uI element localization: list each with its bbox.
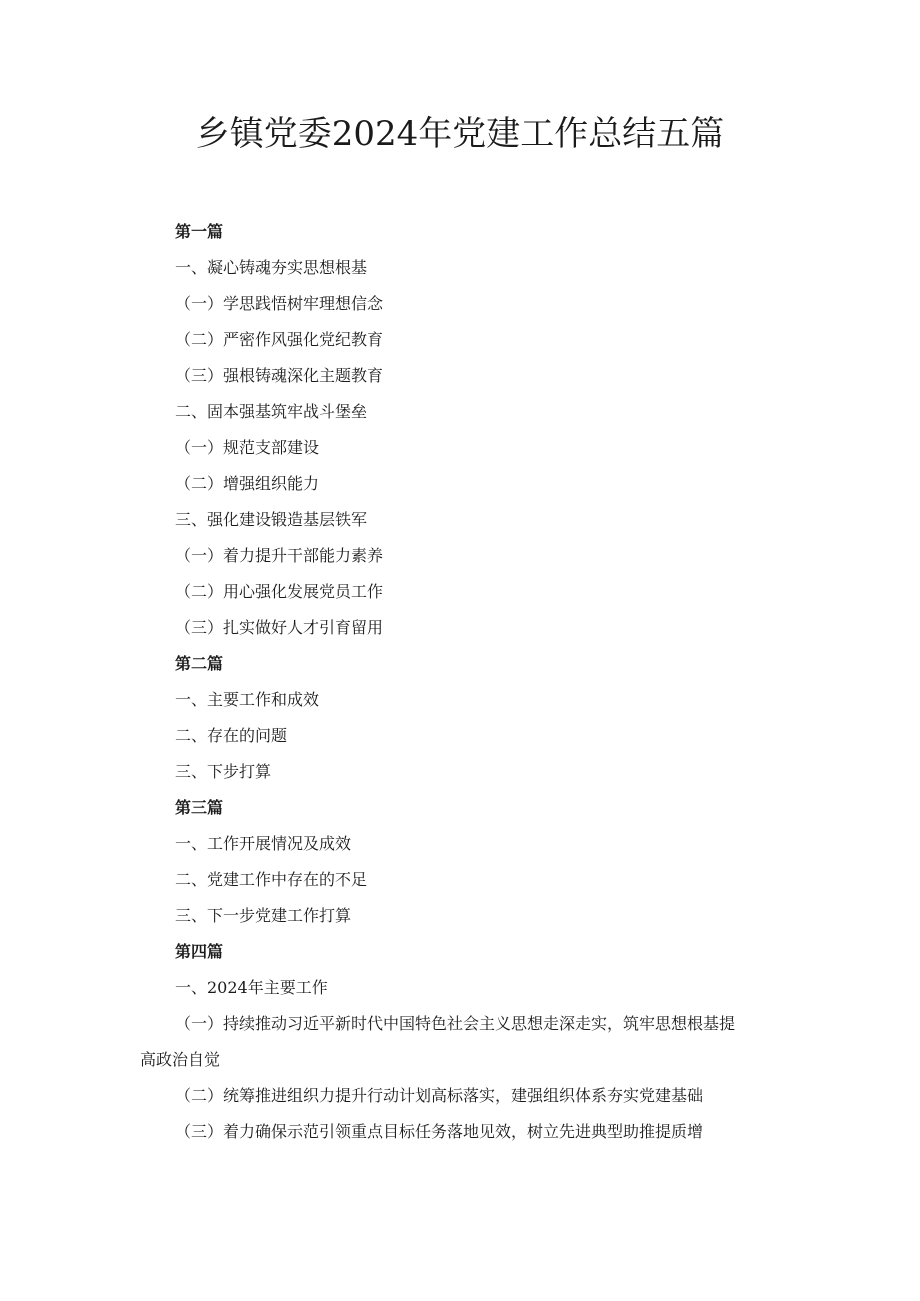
part-1-section-2: 二、固本强基筑牢战斗堡垒 xyxy=(175,402,368,421)
outline xyxy=(0,214,920,1150)
part-4-section-1-item-1-line-2: 高政治自觉 xyxy=(140,1050,221,1069)
part-1-section-3-item-1: （一）着力提升干部能力素养 xyxy=(175,546,384,565)
part-1-section-3: 三、强化建设锻造基层铁军 xyxy=(175,510,368,529)
part-4-section-1-item-1-line-1: （一）持续推动习近平新时代中国特色社会主义思想走深走实，筑牢思想根基提 xyxy=(175,1014,736,1033)
part-1-section-1-item-1: （一）学思践悟树牢理想信念 xyxy=(175,294,384,313)
part-2-heading: 第二篇 xyxy=(175,654,224,673)
part-1-section-3-item-3: （三）扎实做好人才引育留用 xyxy=(175,618,384,637)
part-3-heading: 第三篇 xyxy=(175,798,224,817)
part-1-section-1: 一、凝心铸魂夯实思想根基 xyxy=(175,258,368,277)
part-2-section-2: 二、存在的问题 xyxy=(175,726,288,745)
part-1-section-2-item-1: （一）规范支部建设 xyxy=(175,438,320,457)
part-1-section-1-item-2: （二）严密作风强化党纪教育 xyxy=(175,330,384,349)
part-3-section-1: 一、工作开展情况及成效 xyxy=(175,834,352,853)
part-1-heading: 第一篇 xyxy=(175,222,224,241)
part-1-section-2-item-2: （二）增强组织能力 xyxy=(175,474,320,493)
document-title: 乡镇党委2024年党建工作总结五篇 xyxy=(195,114,725,154)
part-2-section-3: 三、下步打算 xyxy=(175,762,272,781)
part-4-section-1-item-2: （二）统筹推进组织力提升行动计划高标落实，建强组织体系夯实党建基础 xyxy=(175,1086,704,1105)
part-4-heading: 第四篇 xyxy=(175,942,224,961)
part-4-section-1: 一、2024年主要工作 xyxy=(175,978,328,997)
part-1-section-1-item-3: （三）强根铸魂深化主题教育 xyxy=(175,366,384,385)
part-3-section-3: 三、下一步党建工作打算 xyxy=(175,906,352,925)
part-2-section-1: 一、主要工作和成效 xyxy=(175,690,320,709)
part-1-section-3-item-2: （二）用心强化发展党员工作 xyxy=(175,582,384,601)
part-4-section-1-item-3: （三）着力确保示范引领重点目标任务落地见效，树立先进典型助推提质增 xyxy=(175,1122,704,1141)
part-3-section-2: 二、党建工作中存在的不足 xyxy=(175,870,368,889)
